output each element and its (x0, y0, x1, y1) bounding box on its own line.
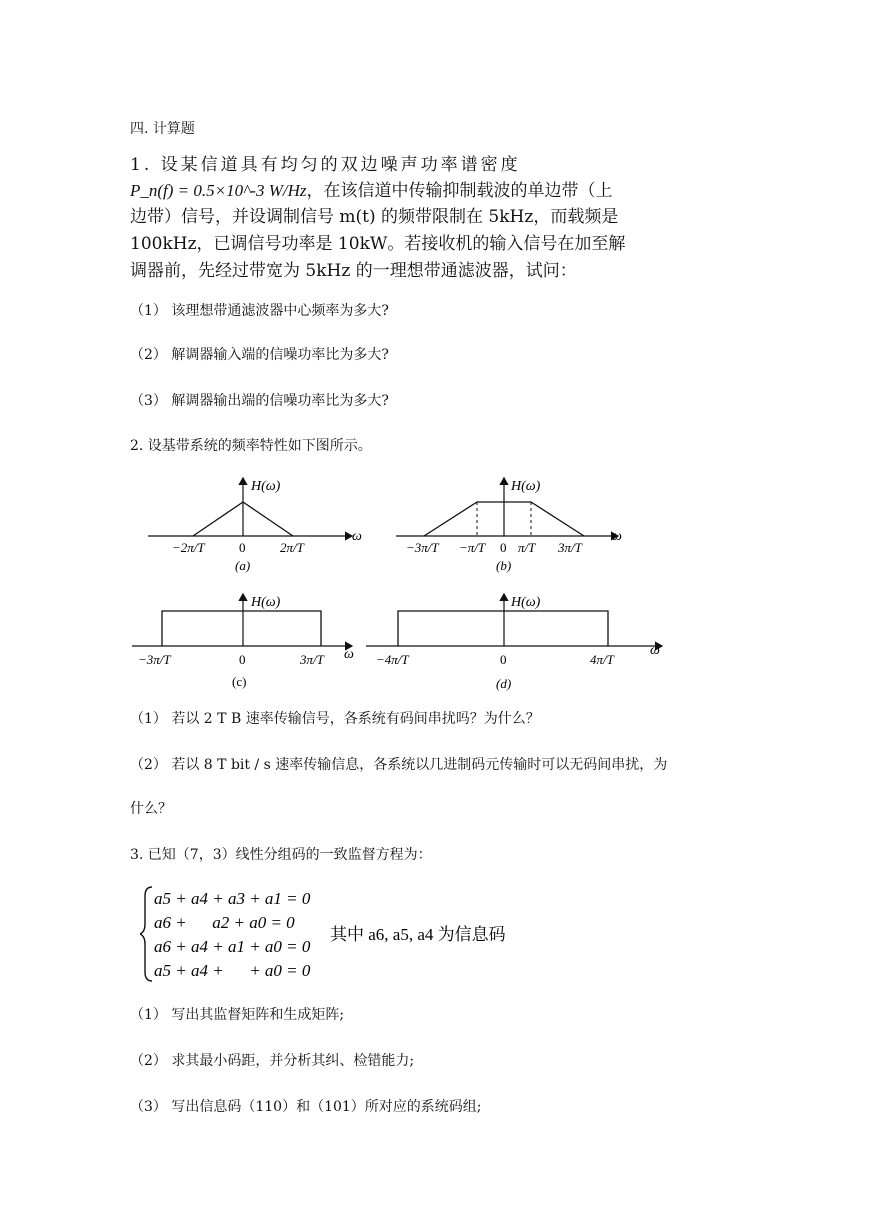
equation-2: a6 + a2 + a0 = 0 (154, 913, 295, 932)
plot-c-ylabel: H(ω) (251, 595, 281, 610)
frequency-response-figure (130, 466, 680, 696)
q1-sub-1: （1） 该理想带通滤波器中心频率为多大? (130, 303, 389, 319)
plot-b-caption: (b) (496, 558, 512, 573)
parity-check-equations (140, 884, 530, 984)
equation-1: a5 + a4 + a3 + a1 = 0 (154, 889, 311, 908)
plot-a-caption: (a) (235, 558, 251, 573)
left-brace (140, 887, 152, 981)
q2-title: 2. 设基带系统的频率特性如下图所示。 (130, 438, 372, 454)
psd-expression: P_n(f) = 0.5×10^-3 W/Hz (130, 181, 307, 200)
plot-a-ylabel: H(ω) (251, 479, 281, 494)
plot-c-tick-3: 3π/T (300, 652, 324, 667)
q1-line-1: 1. 设某信道具有均匀的双边噪声功率谱密度 (130, 155, 521, 175)
equation-system (140, 884, 530, 984)
plot-d-caption: (d) (496, 676, 512, 691)
plot-d-tick-2: 0 (500, 652, 507, 667)
plot-c-caption: (c) (232, 674, 247, 689)
plot-c (132, 594, 354, 689)
q1-line-3: 边带）信号，并设调制信号 m(t) 的频带限制在 5kHz，而载频是 (130, 207, 619, 227)
q3-title: 3. 已知（7，3）线性分组码的一致监督方程为： (130, 847, 432, 863)
plot-b (396, 478, 622, 573)
equation-4: a5 + a4 + + a0 = 0 (154, 961, 311, 980)
plot-a-tick-1: −2π/T (172, 540, 205, 555)
plot-b-tick-1: −3π/T (406, 540, 439, 555)
q2-sub-2-line-1: （2） 若以 8 T bit / s 速率传输信息，各系统以几进制码元传输时可以无码间串扰，为 (130, 757, 668, 773)
plot-d-tick-3: 4π/T (590, 652, 614, 667)
info-bits-note: 其中 a6, a5, a4 为信息码 (330, 925, 506, 944)
q1-line-2 (130, 180, 612, 202)
plot-b-ylabel: H(ω) (511, 479, 541, 494)
plot-c-tick-1: −3π/T (138, 652, 171, 667)
plot-b-tick-5: 3π/T (558, 540, 582, 555)
section-title: 四. 计算题 (130, 121, 195, 137)
plot-c-tick-2: 0 (239, 652, 246, 667)
q3-sub-2: （2） 求其最小码距，并分析其纠、检错能力; (130, 1053, 415, 1069)
plot-d (366, 594, 662, 691)
plot-c-xlabel: ω (344, 647, 354, 662)
plot-d-tick-1: −4π/T (376, 652, 409, 667)
plot-b-tick-4: π/T (518, 540, 536, 555)
plot-d-xlabel: ω (650, 643, 660, 658)
q1-line-5: 调器前，先经过带宽为 5kHz 的一理想带通滤波器，试问： (130, 261, 577, 281)
plot-d-ylabel: H(ω) (511, 595, 541, 610)
q1-line-4: 100kHz，已调信号功率是 10kW。若接收机的输入信号在加至解 (130, 234, 626, 254)
plot-a-tick-2: 0 (239, 540, 246, 555)
plot-b-xlabel: ω (612, 529, 622, 544)
q2-sub-1: （1） 若以 2 T B 速率传输信号，各系统有码间串扰吗？为什么？ (130, 711, 540, 727)
plot-a-xlabel: ω (352, 529, 362, 544)
q3-sub-3: （3） 写出信息码（110）和（101）所对应的系统码组; (130, 1099, 482, 1115)
plot-b-tick-3: 0 (500, 540, 507, 555)
plot-b-tick-2: −π/T (459, 540, 486, 555)
q1-line-2-rest: ，在该信道中传输抑制载波的单边带（上 (306, 181, 613, 201)
plot-a-tick-3: 2π/T (280, 540, 304, 555)
q1-sub-3: （3） 解调器输出端的信噪功率比为多大? (130, 393, 389, 409)
q1-sub-2: （2） 解调器输入端的信噪功率比为多大? (130, 347, 389, 363)
q2-sub-2-line-2: 什么？ (130, 801, 172, 817)
equation-3: a6 + a4 + a1 + a0 = 0 (154, 937, 311, 956)
plot-a (148, 478, 362, 573)
q3-sub-1: （1） 写出其监督矩阵和生成矩阵; (130, 1007, 345, 1023)
